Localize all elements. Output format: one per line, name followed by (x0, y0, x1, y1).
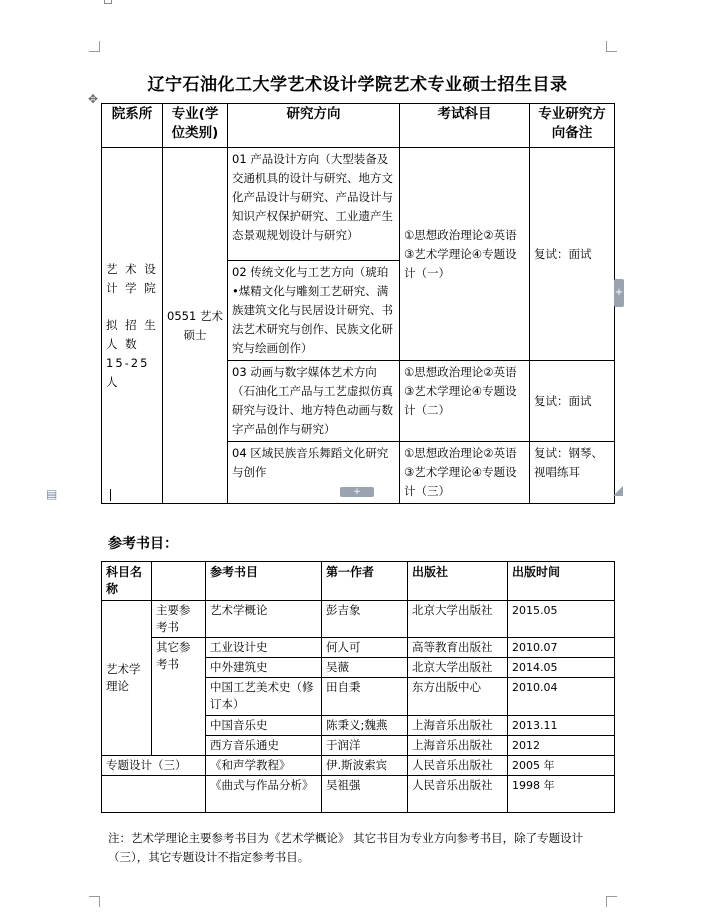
ref-year: 2015.05 (508, 601, 615, 638)
ref-author: 吴薇 (322, 658, 408, 678)
ref-header-group (152, 562, 206, 601)
ref-author: 田自秉 (322, 678, 408, 716)
ref-book: 工业设计史 (206, 638, 322, 658)
ref-publisher: 上海音乐出版社 (408, 736, 508, 756)
ref-publisher: 人民音乐出版社 (408, 776, 508, 813)
header-exam: 考试科目 (400, 104, 530, 148)
ref-subject-1: 艺术学理论 (102, 601, 152, 756)
table-row (102, 776, 615, 813)
ref-publisher: 东方出版中心 (408, 678, 508, 716)
header-dept: 院系所 (102, 104, 163, 148)
ref-author: 于润洋 (322, 736, 408, 756)
direction-3: 03 动画与数字媒体艺术方向（石油化工产品与工艺虚拟仿真研究与设计、地方特色动画与数字产品创作与研究） (228, 361, 400, 442)
margin-corner-mark (606, 896, 617, 907)
ref-header-year: 出版时间 (508, 562, 615, 601)
references-table (101, 561, 615, 813)
ref-year: 2014.05 (508, 658, 615, 678)
ref-publisher: 北京大学出版社 (408, 601, 508, 638)
ref-author: 何人可 (322, 638, 408, 658)
remark-3: 复试：面试 (530, 361, 615, 442)
ref-publisher: 上海音乐出版社 (408, 716, 508, 736)
footnote: 注：艺术学理论主要参考书目为《艺术学概论》 其它书目为专业方向参考书目，除了专题设计（三），其它专题设计不指定参考书目。 (108, 831, 584, 864)
ref-year: 2005 年 (508, 756, 615, 776)
table-add-column-icon[interactable]: + (614, 279, 624, 307)
ref-header-author: 第一作者 (322, 562, 408, 601)
ref-author: 彭吉象 (322, 601, 408, 638)
ref-book: 艺术学概论 (206, 601, 322, 638)
remark-1: 复试：面试 (530, 148, 615, 361)
remark-4: 复试：钢琴、视唱练耳 (530, 442, 615, 504)
references-heading: 参考书目： (108, 536, 178, 552)
ref-year: 2010.07 (508, 638, 615, 658)
ref-header-book: 参考书目 (206, 562, 322, 601)
ref-book: 《曲式与作品分析》 (206, 776, 322, 813)
exam-subjects-1: ①思想政治理论②英语③艺术学理论④专题设计（一） (400, 148, 530, 361)
document-title: 辽宁石油化工大学艺术设计学院艺术专业硕士招生目录 (147, 75, 568, 95)
document-options-icon[interactable]: ▤ (46, 487, 58, 501)
text-cursor (110, 489, 111, 501)
ref-book: 西方音乐通史 (206, 736, 322, 756)
ref-group-other: 其它参考书 (152, 638, 206, 756)
exam-subjects-4: ①思想政治理论②英语③艺术学理论④专题设计（三） (400, 442, 530, 504)
dept-quota: 拟 招 生 人 数 15-25人 (106, 317, 158, 389)
header-direction: 研究方向 (228, 104, 400, 148)
margin-corner-mark (606, 41, 617, 52)
ref-header-subject: 科目名称 (102, 562, 152, 601)
dept-cell (102, 148, 163, 504)
dept-name: 艺 术 设 计 学 院 (106, 261, 158, 295)
ref-author: 吴祖强 (322, 776, 408, 813)
ref-publisher: 北京大学出版社 (408, 658, 508, 678)
ref-header-publisher: 出版社 (408, 562, 508, 601)
table-resize-icon[interactable] (613, 486, 623, 496)
direction-4: 04 区域民族音乐舞蹈文化研究与创作 (228, 442, 400, 504)
ref-book: 中国工艺美术史（修订本） (206, 678, 322, 716)
margin-corner-mark (89, 41, 100, 52)
ref-book: 《和声学教程》 (206, 756, 322, 776)
ref-year: 2010.04 (508, 678, 615, 716)
catalog-table (101, 103, 615, 504)
ref-publisher: 人民音乐出版社 (408, 756, 508, 776)
ref-year: 2013.11 (508, 716, 615, 736)
ref-year: 2012 (508, 736, 615, 756)
table-row (102, 638, 615, 658)
table-move-handle-icon[interactable]: ✥ (88, 92, 99, 106)
table-row (102, 756, 615, 776)
margin-corner-mark (89, 896, 100, 907)
direction-2: 02 传统文化与工艺方向（琥珀•煤精文化与雕刻工艺研究、满族建筑文化与民居设计研究、书法艺术研究与创作、民族文化研究与绘画创作） (228, 261, 400, 361)
ruler-marker (104, 0, 112, 4)
ref-group-main: 主要参考书 (152, 601, 206, 638)
exam-subjects-3: ①思想政治理论②英语③艺术学理论④专题设计（二） (400, 361, 530, 442)
ref-subject-2-cont (102, 776, 206, 813)
table-row (102, 601, 615, 638)
catalog-header-row (102, 104, 615, 148)
ref-author: 伊.斯波索宾 (322, 756, 408, 776)
table-add-row-icon[interactable]: + (340, 487, 374, 497)
ref-book: 中外建筑史 (206, 658, 322, 678)
ref-subject-2: 专题设计（三） (102, 756, 206, 776)
header-remark: 专业研究方向备注 (530, 104, 615, 148)
direction-1: 01 产品设计方向（大型装备及交通机具的设计与研究、地方文化产品设计与研究、产品设计与知识产权保护研究、工业遗产生态景观规划设计与研究） (228, 148, 400, 261)
ref-year: 1998 年 (508, 776, 615, 813)
ref-publisher: 高等教育出版社 (408, 638, 508, 658)
header-major: 专业(学位类别) (163, 104, 228, 148)
ref-book: 中国音乐史 (206, 716, 322, 736)
major-cell: 0551 艺术硕士 (163, 148, 228, 504)
references-header-row (102, 562, 615, 601)
ref-author: 陈秉义;魏燕 (322, 716, 408, 736)
